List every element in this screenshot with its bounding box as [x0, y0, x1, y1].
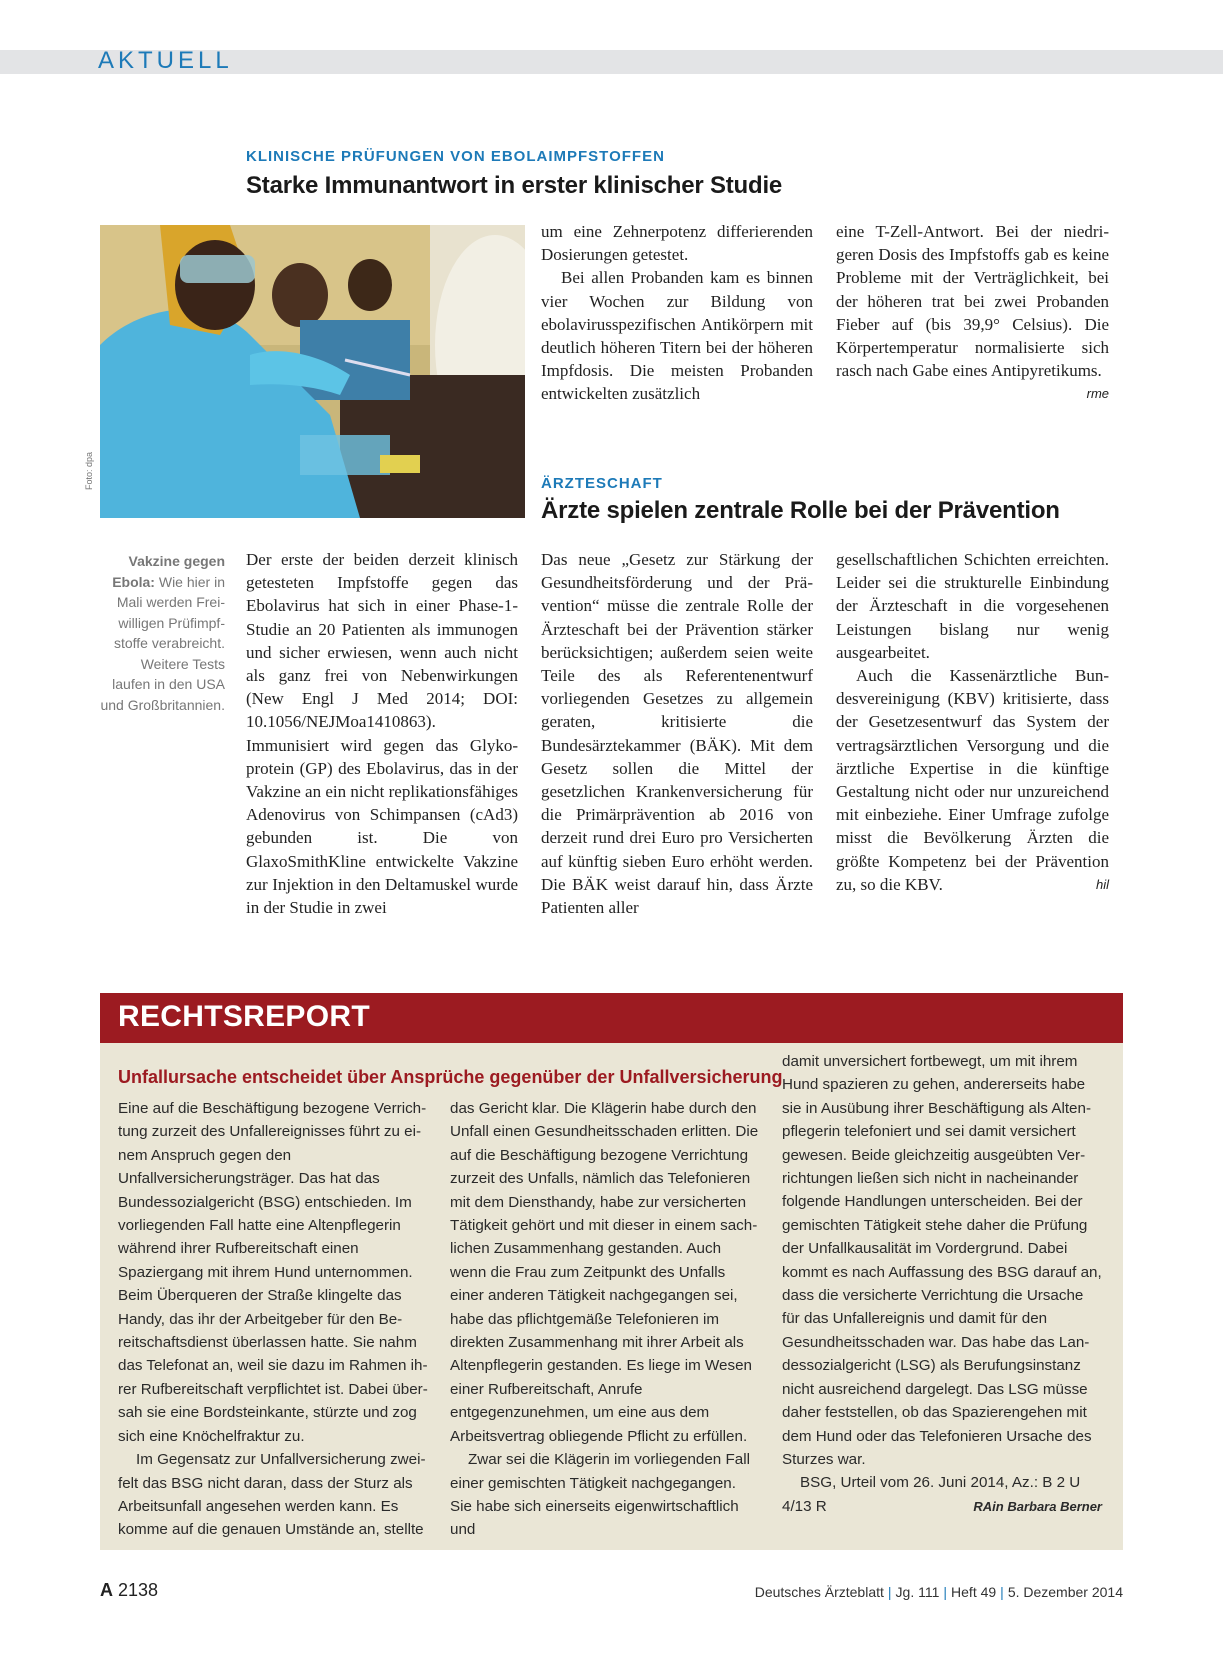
page-number [100, 1580, 158, 1601]
article1-column-3 [836, 220, 1109, 406]
separator: | [943, 1584, 948, 1600]
article1-col3-text: eine T-Zell-Antwort. Bei der niedrigeren Dosis des Impfstoffs gab es keine Probleme mit der Verträglichkeit, bei der höheren trat bei zwei Probanden Fieber auf (bis 39,9° Celsius). Die Körpertemperatur normalisierte sich rasch nach Gabe eines Antipyretikums. [836, 222, 1109, 381]
article2-col1-text: Das neue „Gesetz zur Stärkung der Gesundheitsförderung und der Prävention“ müsse die zentrale Rolle der Ärzteschaft bei der Prävention stärker berücksichtigen; außerdem seien weite Teile des als Referentenentwurf vorliegenden Gesetzes zu allgemein geraten, kritisierte die Bundesärztekammer (BÄK). Mit dem Gesetz sollen die Mittel der gesetzlichen Krankenversicherung für die Primärprävention ab 2016 von derzeit rund drei Euro pro Versicherten auf künftig sieben Euro erhöht werden. Die BÄK weist darauf hin, dass Ärzte Patienten aller [541, 550, 813, 918]
page-number-value: 2138 [118, 1580, 159, 1600]
caption-bold: Vakzine gegen Ebola: [112, 553, 225, 590]
article1-col2-text-1: um eine Zehnerpotenz differierenden Dosierungen getestet. [541, 222, 813, 265]
rechtsreport-col1-text-2: Im Gegensatz zur Unfallversicherung zweifelt das BSG nicht daran, dass der Sturz als Arbeitsunfall angesehen werden kann. Es komme auf die genauen Umstände an, stellte [118, 1451, 426, 1539]
page-prefix: A [100, 1580, 113, 1600]
separator: | [887, 1584, 892, 1600]
rechtsreport-citation: BSG, Urteil vom 26. Juni 2014, Az.: B 2 U 4/13 R [782, 1474, 1081, 1515]
journal-issue: Heft 49 [951, 1584, 997, 1600]
rechtsreport-column-2 [450, 1097, 760, 1542]
rechtsreport-signature: RAin Barbara Berner [973, 1498, 1102, 1514]
rechtsreport-column-3 [782, 1050, 1102, 1518]
journal-name: Deutsches Ärzteblatt [754, 1584, 884, 1600]
journal-volume: Jg. 111 [895, 1584, 940, 1600]
rechtsreport-col1-text-1: Eine auf die Beschäftigung bezogene Verrichtung zurzeit des Unfallereignisses führt zu einem Anspruch gegen den Unfallversicherungsträger. Das hat das Bundessozialgericht (BSG) entschieden. Im vorliegenden Fall hatte eine Altenpflegerin während ihrer Rufbereitschaft einen Spaziergang mit ihrem Hund unternommen. Beim Überqueren der Straße klingelte das Handy, das ihr der Arbeitgeber für den Bereitschaftsdienst überlassen hatte. Sie nahm das Telefonat an, weil sie dazu im Rahmen ihrer Rufbereitschaft verpflichtet ist. Dabei übersah sie eine Bordsteinkante, stürzte und zog sich eine Knöchelfraktur zu. [118, 1100, 428, 1445]
article1-signature: rme [1086, 386, 1109, 402]
rechtsreport-col3-text-1: damit unversichert fortbewegt, um mit ihrem Hund spazieren zu gehen, andererseits habe sie in Ausübung ihrer Beschäftigung als Altenpflegerin telefoniert und sei damit versichert gewesen. Beide gleichzeitig ausgeübten Verrichtungen ließen sich nicht in nacheinander folgende Handlungen unterscheiden. Bei der gemischten Tätigkeit stehe daher die Prüfung der Unfallkausalität im Vordergrund. Dabei kommt es nach Auffassung des BSG darauf an, dass die versicherte Verrichtung die Ursache für das Unfallereignis und damit für den Gesundheitsschaden war. Das habe das Landessozialgericht (LSG) als Berufungsinstanz nicht ausreichend dargelegt. Das LSG müsse daher feststellen, ob das Spazierengehen mit dem Hund oder das Telefonieren Ursache des Sturzes war. [782, 1053, 1102, 1468]
photo-caption [100, 551, 225, 715]
article1-col1-text: Der erste der beiden derzeit klinisch getesteten Impfstoffe gegen das Ebolavirus hat sich in einer Phase-1-Studie an 20 Patienten als immunogen und sicher erwiesen, wenn auch nicht als ganz frei von Nebenwirkungen (New Engl J Med 2014; DOI: 10.1056/NEJMoa1410863). Immunisiert wird gegen das Glykoprotein (GP) des Ebolavirus, das in der Vakzine an ein nicht replikationsfähiges Adenovirus von Schimpansen (cAd3) gebunden ist. Die von GlaxoSmithKline entwickelte Vakzine zur Injektion in den Deltamuskel wurde in der Studie in zwei [246, 550, 518, 918]
separator: | [1000, 1584, 1004, 1600]
article2-column-1 [541, 548, 813, 919]
article2-kicker: ÄRZTESCHAFT [541, 475, 663, 492]
article1-col2-text-2: Bei allen Probanden kam es binnen vier Wochen zur Bildung von ebolavirusspezifischen Antikörpern mit deutlich höheren Titern bei der höheren Impfdosis. Die meisten Probanden entwickelten zusätzlich [541, 268, 813, 404]
rechtsreport-subtitle: Unfallursache entscheidet über Ansprüche gegenüber der Unfallversicherung [118, 1067, 783, 1087]
article1-column-2 [541, 220, 813, 406]
issue-date: 5. Dezember 2014 [1007, 1584, 1123, 1600]
section-label: AKTUELL [98, 47, 233, 74]
ebola-vaccination-photo [100, 225, 525, 518]
rechtsreport-column-1 [118, 1097, 428, 1542]
rechtsreport-title: RECHTSREPORT [118, 1000, 370, 1033]
article2-signature: hil [1095, 876, 1109, 892]
article2-col2-text-1: gesellschaftlichen Schichten erreichten. Leider sei die strukturelle Einbindung der Ärzteschaft in die vorgesehenen Leistungen bislang nur wenig ausgearbeitet. [836, 550, 1109, 662]
article2-col2-text-2: Auch die Kassenärztliche Bundesvereinigung (KBV) kritisierte, dass der Gesetzesentwurf das System der vertragsärztlichen Versorgung und die ärztliche Expertise in die künftige Gestaltung nicht oder nur unzureichend mit einbeziehe. Einer Umfrage zufolge misst die Bevölkerung Ärzten die größte Kompetenz bei der Prävention zu, so die KBV. [836, 666, 1109, 894]
photo-credit: Foto: dpa [84, 451, 94, 490]
rechtsreport-col2-text-1: das Gericht klar. Die Klägerin habe durch den Unfall einen Gesundheitsschaden erlitten. Die auf die Beschäftigung bezogene Verrichtung zurzeit des Unfalls, nämlich das Telefonieren mit dem Diensthandy, habe zur versicherten Tätigkeit gehört und mit dieser in einem sachlichen Zusammenhang gestanden. Auch wenn die Frau zum Zeitpunkt des Unfalls einer anderen Tätigkeit nachgegangen sei, habe das pflichtgemäße Telefonieren im direkten Zusammenhang mit ihrer Arbeit als Altenpflegerin gestanden. Es liege im Wesen einer Rufbereitschaft, Anrufe entgegenzunehmen, um eine aus dem Arbeitsvertrag obliegende Pflicht zu erfüllen. [450, 1100, 759, 1445]
article1-headline: Starke Immunantwort in erster klinischer Studie [246, 172, 783, 199]
footer-issue-info [755, 1584, 1123, 1600]
article1-kicker: KLINISCHE PRÜFUNGEN VON EBOLAIMPFSTOFFEN [246, 148, 665, 165]
rechtsreport-col2-text-2: Zwar sei die Klägerin im vorliegenden Fall einer gemischten Tätigkeit nachgegangen. Sie habe sich einerseits eigenwirtschaftlich und [450, 1451, 750, 1539]
article2-headline: Ärzte spielen zentrale Rolle bei der Prävention [541, 497, 1060, 524]
caption-text: Wie hier in Mali werden Freiwilligen Prüfimpfstoffe verabreicht. Weitere Tests laufen in den USA und Großbritannien. [100, 573, 225, 713]
article1-column-1 [246, 548, 518, 919]
article2-column-2 [836, 548, 1109, 896]
